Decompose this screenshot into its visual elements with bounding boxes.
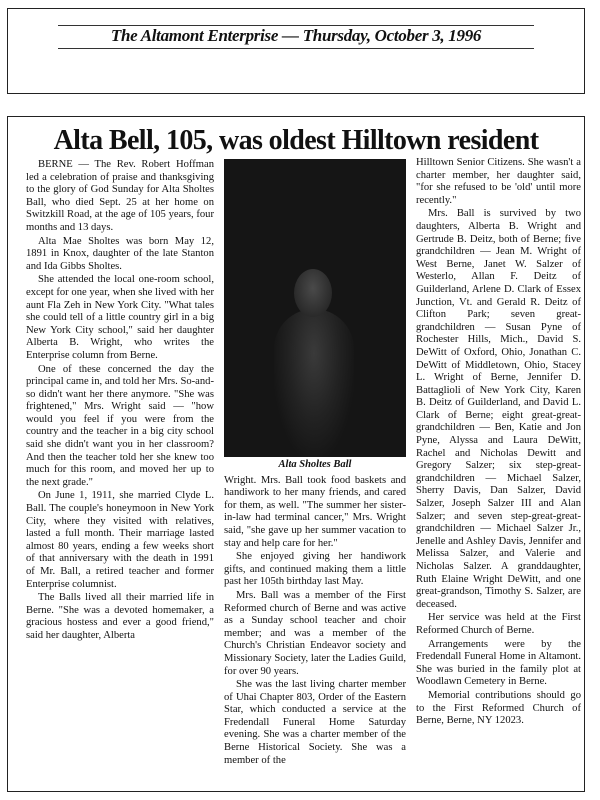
paragraph: On June 1, 1911, she married Clyde L. Ball. The couple's honeymoon in New York City, where they visited with relatives, lasted a full month. Their marriage lasted almost 80 years, ending a few weeks short of that anniversary with the death in 1991 of Mr. Ball, a retired teacher and former Enterprise columnist. — [26, 490, 214, 590]
masthead-box — [7, 8, 585, 94]
paragraph: The Balls lived all their married life in Berne. "She was a devoted homemaker, a gracious hostess and ever a good friend," said her daughter, Alberta — [26, 592, 214, 641]
masthead-rule — [58, 25, 534, 47]
article-clipping — [7, 116, 585, 792]
paragraph: BERNE — The Rev. Robert Hoffman led a celebration of praise and thanksgiving to the glory of God Sunday for Alta Sholtes Ball, who died Sept. 25 at her home on Switzkill Road, at the age of 105 years, four months and 13 days. — [26, 159, 214, 233]
portrait-photo — [224, 159, 406, 457]
photo-caption: Alta Sholtes Ball — [278, 459, 352, 470]
masthead-title: The Altamont Enterprise — Thursday, October 3, 1996 — [107, 26, 485, 46]
paragraph: Hilltown Senior Citizens. She wasn't a charter member, her daughter said, "for she refused to be 'old' until more recently." — [416, 157, 581, 206]
paragraph: She was the last living charter member of Uhai Chapter 803, Order of the Eastern Star, which conducted a service at the Fredendall Funeral Home Saturday evening. She was a charter member of the Berne Historical Society. She was a member of the — [224, 679, 406, 766]
paragraph: Mrs. Ball was a member of the First Reformed church of Berne and was active as a Sunday school teacher and choir member; and was a member of the Church's Christian Endeavor society and Missionary Society, later the Ladies Guild, for over 90 years. — [224, 589, 406, 677]
article-column-3 — [416, 157, 581, 729]
paragraph: Alta Mae Sholtes was born May 12, 1891 in Knox, daughter of the late Stanton and Ida Gibbs Sholtes. — [26, 235, 214, 272]
paragraph: Memorial contributions should go to the First Reformed Church of Berne, Berne, NY 12023. — [416, 689, 581, 727]
paragraph: Mrs. Ball is survived by two daughters, Alberta B. Wright and Gertrude B. Deitz, both of Berne; five grandchildren — Jean M. Wright of West Berne, Janet W. Salzer of Westerlo, Allan F. Deitz of Guilderland, Arlene D. Clark of Essex Junction, Vt. and Gerald R. Deitz of Clifton Park; seven great-grandchildren — Susan Pyne of Rochester Hills, Mich., David S. DeWitt of Oxford, Ohio, Jonathan C. DeWitt of Middletown, Ohio, Stacey L. Wright of Berne, Jennifer D. Battaglioli of New York City, Karen B. Deitz of Guilderland, and David L. Clark of Berne; eight great-great-grandchildren — Ben, Katie and Jon Pyne, Alyssa and Laura DeWitt, Rachel and Nicholas Dewitt and Gregory Salzer; six step-great-grandchildren — Michael Salzer, Sherry Davis, Dan Salzer, David Salzer, Joseph Salzer III and Alan Salzer; and seven step-great-great-grandchildren — Michael Salzer Jr., Jenelle and Ashley Davis, Jennifer and Melissa Salzer, and Valerie and Nicholas Salzer. A granddaughter, Ruth Elaine Wright DeWitt, and one great-grandson, Timothy S. Salzer, are deceased. — [416, 208, 581, 610]
article-column-1 — [26, 159, 214, 644]
article-column-2 — [224, 159, 406, 768]
paragraph: One of these concerned the day the principal came in, and told her Mrs. So-and-so didn't want her there anymore. "She was frightened," Mrs. Wright said — "how would you feel if you were from the country and the teacher in a big city school said she didn't want you in her classroom? And then the teacher told her she knew too much for this room, and moved her up to the next grade." — [26, 363, 214, 488]
paragraph: She enjoyed giving her handiwork gifts, and continued making them a little past her 105th birthday last May. — [224, 551, 406, 588]
paragraph: Her service was held at the First Reformed Church of Berne. — [416, 612, 581, 636]
paragraph: She attended the local one-room school, except for one year, when she lived with her aunt Fla Zeh in New York City. "What tales she could tell of a little country girl in a big New York City school," said her daughter Alberta B. Wright, who writes the Enterprise column from Berne. — [26, 274, 214, 361]
article-headline: Alta Bell, 105, was oldest Hilltown resident — [53, 125, 539, 156]
portrait-figure — [274, 309, 354, 457]
paragraph: Arrangements were by the Fredendall Funeral Home in Altamont. She was buried in the family plot at Woodlawn Cemetery in Berne. — [416, 638, 581, 688]
portrait-face — [294, 269, 332, 317]
paragraph: Wright. Mrs. Ball took food baskets and handiwork to her many friends, and cared for them, as well. "The summer her sister-in-law had terminal cancer," Mrs. Wright said, "she gave up her summer vacation to stay and help care for her." — [224, 474, 406, 549]
